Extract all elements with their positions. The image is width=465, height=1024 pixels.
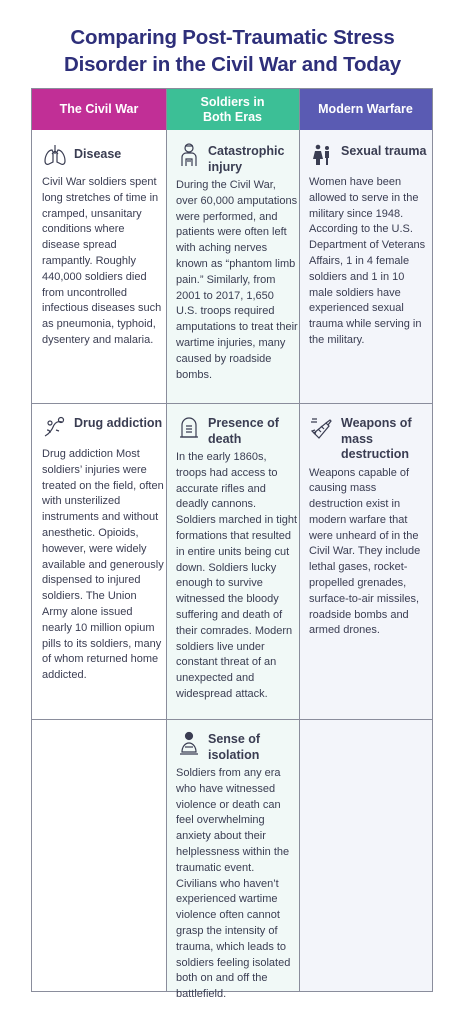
poppy-flower-icon xyxy=(42,414,68,440)
column-header-both-eras: Soldiers in Both Eras xyxy=(166,89,299,130)
cell-sexual-trauma xyxy=(309,142,431,349)
cell-weapons-of-mass-destruction xyxy=(309,414,431,639)
cell-disease xyxy=(42,142,164,349)
female-male-icon xyxy=(309,142,335,168)
comparison-table xyxy=(31,88,433,1001)
column-header-modern-warfare: Modern Warfare xyxy=(299,89,432,130)
cell-title: Sexual trauma xyxy=(341,144,427,158)
isolated-person-icon xyxy=(176,730,202,756)
cell-catastrophic-injury xyxy=(176,142,298,383)
missile-icon xyxy=(309,414,335,440)
injured-person-icon xyxy=(176,142,202,168)
cell-title: Sense of isolation xyxy=(208,732,261,762)
cell-drug-addiction xyxy=(42,414,164,684)
cell-text: Drug addiction Most soldiers’ injuries were treated on the field, often with unsterilized instruments and without anesthetic. Opioids, however, were widely available and generously dispensed to injured soldiers. The Union Army alone issued nearly 10 million opium pills to its soldiers, many of whom returned home addicted. xyxy=(42,448,164,682)
tombstone-icon xyxy=(176,414,202,440)
column-header-civil-war: The Civil War xyxy=(32,89,166,130)
cell-text: Women have been allowed to serve in the military since 1948. According to the U.S. Department of Veterans Affairs, 1 in 4 female soldiers and 1 in 10 male soldiers have experienced sexual trauma while serving in the military. xyxy=(309,176,426,346)
cell-title: Presence of death xyxy=(208,416,279,446)
cell-text: In the early 1860s, troops had access to accurate rifles and deadly cannons. Soldiers marched in tight formations that resulted in entire units being cut down. Soldiers lucky enough to survive witnessed the bloody suffering and death of their comrades. Modern soldiers live under constant threat of an unexpected and widespread attack. xyxy=(176,451,298,700)
cell-text: Civil War soldiers spent long stretches of time in cramped, unsanitary conditions where disease spread rampantly. Roughly 440,000 soldiers died from uncontrolled infectious diseases such as pneumonia, typhoid, dysentery and malaria. xyxy=(42,176,162,346)
cell-title: Disease xyxy=(74,147,122,161)
cell-sense-of-isolation xyxy=(176,730,298,1003)
cell-text: Weapons capable of causing mass destruction exist in modern warfare that were unheard of in the Civil War. They include lethal gases, rocket-propelled grenades, surface-to-air missiles, roadside bombs and armed drones. xyxy=(309,466,421,637)
cell-text: Soldiers from any era who have witnessed violence or death can feel overwhelming anxiety about their helplessness within the traumatic event. Civilians who haven’t experienced wartime violence often cannot grasp the intensity of trauma, which leads to soldiers feeling isolated both on and off the battlefield. xyxy=(176,767,291,1001)
lungs-icon xyxy=(42,142,68,168)
cell-title: Drug addiction xyxy=(74,416,163,430)
cell-title: Catastrophic injury xyxy=(208,144,285,174)
cell-text: During the Civil War, over 60,000 amputations were performed, and patients were often left with aching nerves known as “phantom limb pain.” Similarly, from 2001 to 2017, 1,650 U.S. troops required amputations to treat their wartime injuries, many caused by roadside bombs. xyxy=(176,179,298,381)
cell-presence-of-death xyxy=(176,414,298,703)
cell-title: Weapons of mass destruction xyxy=(341,416,412,461)
page-title: Comparing Post-Traumatic Stress Disorder in the Civil War and Today xyxy=(64,26,401,76)
